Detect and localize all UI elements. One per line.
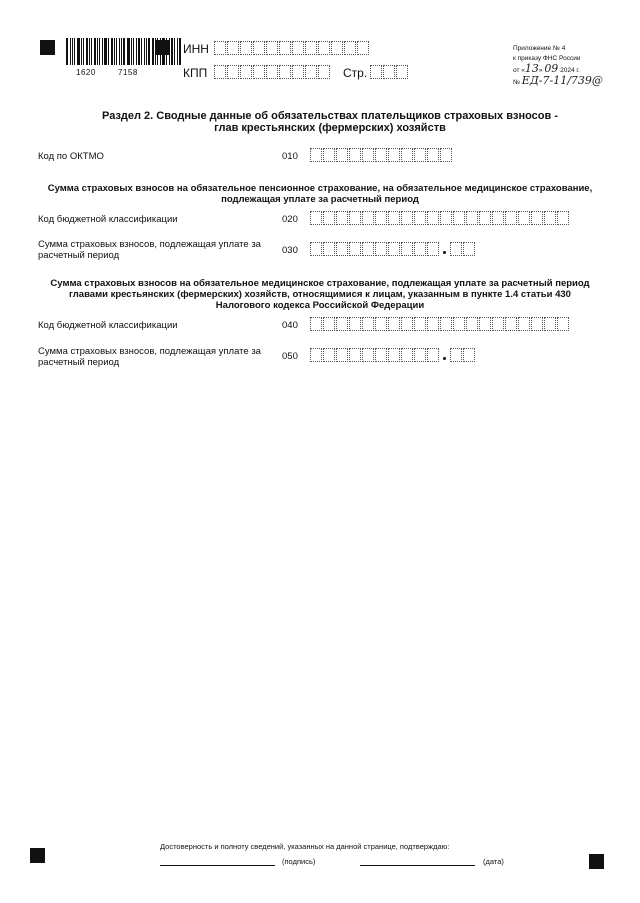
entry-cell[interactable] [362, 317, 374, 331]
block1-sum-cells[interactable] [310, 242, 476, 258]
barcode-bar [91, 38, 92, 65]
entry-cell[interactable] [362, 148, 374, 162]
entry-cell[interactable] [357, 41, 369, 55]
signature-caption: (подпись) [282, 857, 316, 866]
entry-cell[interactable] [396, 65, 408, 79]
entry-cell[interactable] [427, 148, 439, 162]
appendix-month: 09 [544, 62, 559, 75]
barcode-bar [169, 38, 170, 65]
entry-cell[interactable] [531, 317, 543, 331]
barcode-bar [152, 38, 154, 65]
barcode-bar [179, 38, 181, 65]
entry-cell[interactable] [505, 211, 517, 225]
entry-cell[interactable] [466, 211, 478, 225]
entry-cell[interactable] [318, 41, 330, 55]
barcode-bar [89, 38, 90, 65]
barcode-bar [166, 38, 167, 65]
appendix-line1: Приложение № 4 [513, 45, 566, 52]
entry-cell[interactable] [492, 317, 504, 331]
entry-cell[interactable] [266, 65, 278, 79]
barcode-bar [121, 38, 122, 65]
entry-cell[interactable] [505, 317, 517, 331]
entry-cell[interactable] [557, 211, 569, 225]
date-line[interactable] [360, 865, 475, 866]
barcode-bar [177, 38, 178, 65]
entry-cell-decimal[interactable] [450, 242, 462, 256]
barcode-bar [114, 38, 115, 65]
appendix-line2: к приказу ФНС России [513, 55, 581, 62]
corner-marker-bottom-left [30, 848, 45, 863]
entry-cell[interactable] [479, 317, 491, 331]
entry-cell[interactable] [336, 348, 348, 362]
entry-cell[interactable] [310, 148, 322, 162]
appendix-number: ЕД-7-11/739@ [521, 74, 603, 87]
block2-kbk-cells[interactable] [310, 317, 570, 333]
appendix-day: 13 [524, 62, 539, 75]
inn-label: ИНН [183, 42, 209, 56]
confirmation-text: Достоверность и полноту сведений, указанных на данной странице, подтверждаю: [160, 842, 450, 851]
entry-cell[interactable] [531, 211, 543, 225]
entry-cell[interactable] [401, 348, 413, 362]
entry-cell[interactable] [214, 41, 226, 55]
entry-cell[interactable] [401, 211, 413, 225]
kpp-cells[interactable] [214, 65, 331, 81]
barcode-bar [99, 38, 100, 65]
barcode-bar [160, 38, 161, 65]
entry-cell[interactable] [453, 211, 465, 225]
barcode-bar [141, 38, 142, 65]
entry-cell[interactable] [388, 148, 400, 162]
barcode-bar [111, 38, 113, 65]
oktmo-label: Код по ОКТМО [38, 151, 104, 162]
barcode-number-left: 1620 [76, 68, 96, 77]
entry-cell-decimal[interactable] [463, 348, 475, 362]
entry-cell[interactable] [310, 317, 322, 331]
entry-cell[interactable] [323, 317, 335, 331]
entry-cell[interactable] [414, 348, 426, 362]
entry-cell[interactable] [323, 348, 335, 362]
entry-cell[interactable] [266, 41, 278, 55]
entry-cell[interactable] [401, 242, 413, 256]
page-label: Стр. [343, 66, 368, 80]
barcode-bar [162, 38, 165, 65]
barcode-bar [81, 38, 82, 65]
entry-cell[interactable] [323, 148, 335, 162]
entry-cell[interactable] [227, 65, 239, 79]
entry-cell[interactable] [349, 242, 361, 256]
oktmo-code: 010 [282, 151, 298, 162]
barcode-bar [131, 38, 132, 65]
oktmo-cells[interactable] [310, 148, 453, 164]
block1-kbk-cells[interactable] [310, 211, 570, 227]
barcode-bar [104, 38, 107, 65]
entry-cell[interactable] [336, 148, 348, 162]
barcode-bar [83, 38, 84, 65]
signature-line[interactable] [160, 865, 275, 866]
block2-sum-cells[interactable] [310, 348, 476, 364]
entry-cell[interactable] [544, 211, 556, 225]
entry-cell[interactable] [518, 317, 530, 331]
block1-sum-label: Сумма страховых взносов, подлежащая уплате за расчетный период [38, 239, 261, 261]
barcode-bar [146, 38, 147, 65]
entry-cell[interactable] [453, 317, 465, 331]
barcode-bar [74, 38, 75, 65]
entry-cell[interactable] [518, 211, 530, 225]
block2-kbk-label: Код бюджетной классификации [38, 320, 178, 331]
entry-cell[interactable] [375, 148, 387, 162]
appendix-line4: № ЕД-7-11/739@ [513, 74, 603, 87]
block2-heading: Сумма страховых взносов на обязательное медицинское страхование, подлежащая уплате за расчетный период главами крестьянских (фермерских) хозяйств, относящимися к лицам, указанным в пункте 1.4 статьи 430 Налогового кодекса Российской Федерации [50, 278, 590, 311]
barcode-bar [171, 38, 173, 65]
barcode-bar [66, 38, 68, 65]
barcode-bar [138, 38, 140, 65]
barcode-bar [97, 38, 98, 65]
entry-cell[interactable] [323, 242, 335, 256]
entry-cell[interactable] [349, 211, 361, 225]
entry-cell[interactable] [362, 348, 374, 362]
entry-cell[interactable] [375, 242, 387, 256]
entry-cell[interactable] [362, 211, 374, 225]
appendix-line3: от «13» 09 2024 г. [513, 62, 580, 75]
entry-cell[interactable] [375, 348, 387, 362]
block2-kbk-code: 040 [282, 320, 298, 331]
block2-sum-label: Сумма страховых взносов, подлежащая уплате за расчетный период [38, 346, 261, 368]
entry-cell[interactable] [375, 211, 387, 225]
block1-heading: Сумма страховых взносов на обязательное пенсионное страхование, на обязательное медицинское страхование, подлежащая уплате за расчетный период [47, 183, 593, 205]
barcode-bar [133, 38, 134, 65]
entry-cell[interactable] [375, 317, 387, 331]
barcode-bar [77, 38, 80, 65]
entry-cell[interactable] [388, 242, 400, 256]
entry-cell[interactable] [323, 211, 335, 225]
entry-cell[interactable] [349, 348, 361, 362]
entry-cell[interactable] [331, 41, 343, 55]
barcode-bar [119, 38, 120, 65]
decimal-point [440, 348, 449, 362]
entry-cell[interactable] [401, 317, 413, 331]
entry-cell[interactable] [427, 317, 439, 331]
entry-cell-decimal[interactable] [450, 348, 462, 362]
block1-sum-code: 030 [282, 245, 298, 256]
entry-cell[interactable] [557, 317, 569, 331]
kpp-label: КПП [183, 66, 208, 80]
barcode-bar [174, 38, 175, 65]
entry-cell[interactable] [318, 65, 330, 79]
entry-cell[interactable] [227, 41, 239, 55]
section-title: Раздел 2. Сводные данные об обязательствах плательщиков страховых взносов - глав крестьянских (фермерских) хозяйств [102, 110, 558, 134]
entry-cell[interactable] [349, 317, 361, 331]
decimal-point [440, 242, 449, 256]
entry-cell[interactable] [336, 317, 348, 331]
barcode-bar [123, 38, 125, 65]
entry-cell[interactable] [479, 211, 491, 225]
entry-cell[interactable] [310, 211, 322, 225]
barcode-bar [94, 38, 96, 65]
entry-cell[interactable] [383, 65, 395, 79]
entry-cell[interactable] [401, 148, 413, 162]
barcode-bar [148, 38, 150, 65]
barcode [66, 38, 182, 65]
entry-cell[interactable] [388, 211, 400, 225]
entry-cell[interactable] [388, 317, 400, 331]
entry-cell[interactable] [336, 242, 348, 256]
entry-cell[interactable] [305, 41, 317, 55]
entry-cell[interactable] [292, 41, 304, 55]
page-cells[interactable] [370, 65, 409, 81]
entry-cell-decimal[interactable] [463, 242, 475, 256]
barcode-number-right: 7158 [118, 68, 138, 77]
entry-cell[interactable] [414, 211, 426, 225]
inn-cells[interactable] [214, 41, 370, 57]
barcode-bar [157, 38, 158, 65]
entry-cell[interactable] [253, 41, 265, 55]
block2-sum-code: 050 [282, 351, 298, 362]
entry-cell[interactable] [253, 65, 265, 79]
entry-cell[interactable] [440, 148, 452, 162]
entry-cell[interactable] [305, 65, 317, 79]
entry-cell[interactable] [544, 317, 556, 331]
entry-cell[interactable] [344, 41, 356, 55]
date-caption: (дата) [483, 857, 504, 866]
entry-cell[interactable] [440, 211, 452, 225]
barcode-bar [72, 38, 73, 65]
entry-cell[interactable] [336, 211, 348, 225]
corner-marker-top-left [40, 40, 55, 55]
barcode-bar [70, 38, 71, 65]
barcode-bar [155, 38, 156, 65]
entry-cell[interactable] [427, 211, 439, 225]
barcode-bar [86, 38, 88, 65]
entry-cell[interactable] [492, 211, 504, 225]
entry-cell[interactable] [362, 242, 374, 256]
corner-marker-bottom-right [589, 854, 604, 869]
entry-cell[interactable] [414, 242, 426, 256]
entry-cell[interactable] [427, 242, 439, 256]
barcode-bar [136, 38, 137, 65]
entry-cell[interactable] [310, 348, 322, 362]
entry-cell[interactable] [414, 148, 426, 162]
barcode-bar [102, 38, 103, 65]
entry-cell[interactable] [310, 242, 322, 256]
entry-cell[interactable] [388, 348, 400, 362]
entry-cell[interactable] [279, 65, 291, 79]
entry-cell[interactable] [279, 41, 291, 55]
entry-cell[interactable] [240, 65, 252, 79]
barcode-bar [144, 38, 145, 65]
appendix-block [513, 44, 603, 88]
entry-cell[interactable] [370, 65, 382, 79]
block1-kbk-code: 020 [282, 214, 298, 225]
entry-cell[interactable] [349, 148, 361, 162]
entry-cell[interactable] [427, 348, 439, 362]
entry-cell[interactable] [240, 41, 252, 55]
barcode-bar [116, 38, 117, 65]
block1-kbk-label: Код бюджетной классификации [38, 214, 178, 225]
barcode-bar [108, 38, 109, 65]
entry-cell[interactable] [440, 317, 452, 331]
entry-cell[interactable] [214, 65, 226, 79]
entry-cell[interactable] [466, 317, 478, 331]
entry-cell[interactable] [414, 317, 426, 331]
barcode-bar [127, 38, 130, 65]
entry-cell[interactable] [292, 65, 304, 79]
